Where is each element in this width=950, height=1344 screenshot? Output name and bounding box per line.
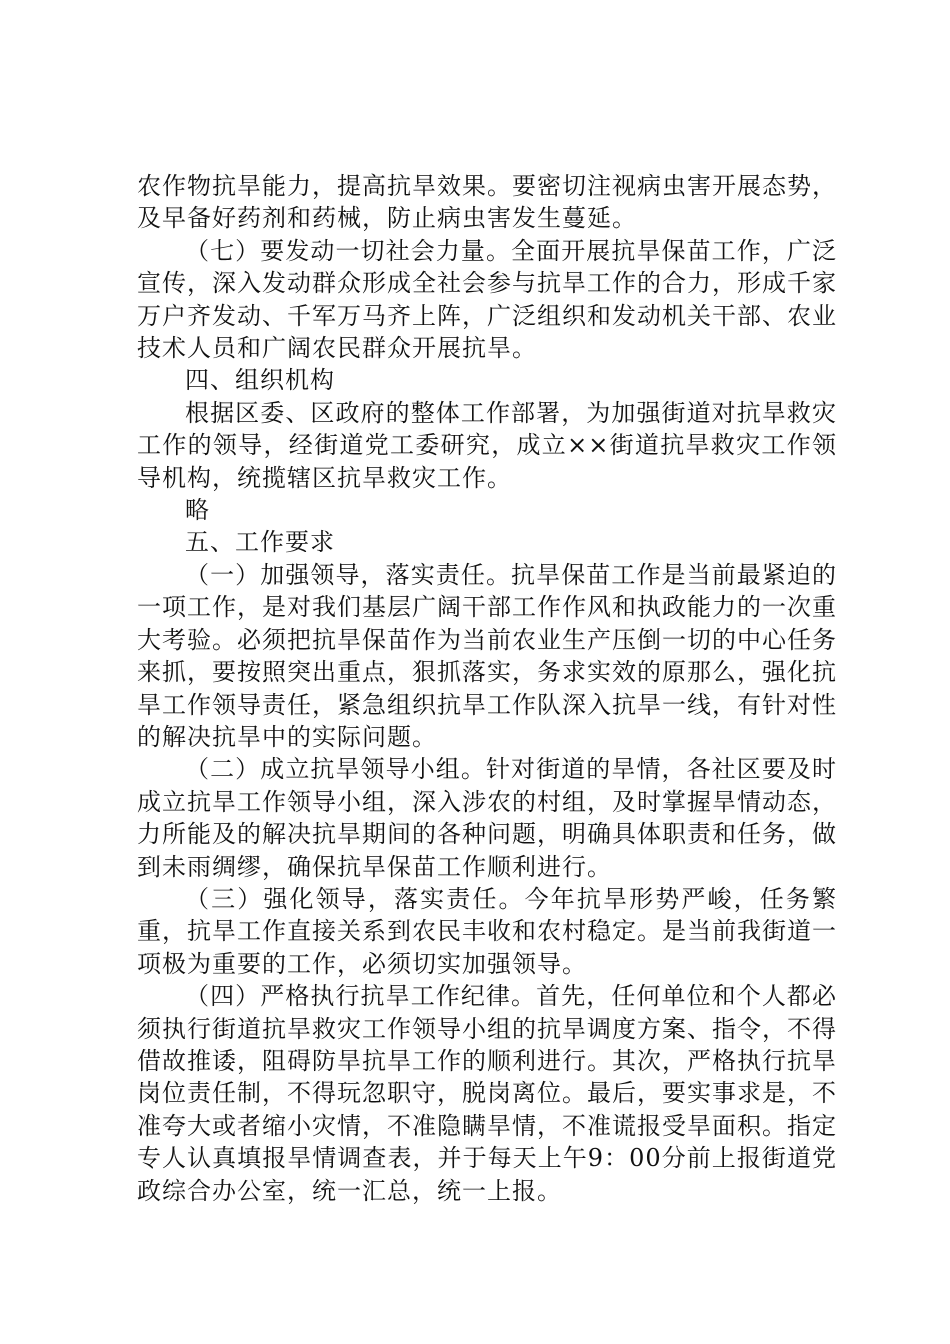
paragraph-requirement-four: （四）严格执行抗旱工作纪律。首先，任何单位和个人都必须执行街道抗旱救灾工作领导小组的抗旱调度方案、指令，不得借故推诿，阻碍防旱抗旱工作的顺利进行。其次，严格执行抗旱岗位责任制，不得玩忽职守，脱岗离位。最后，要实事求是，不准夸大或者缩小灾情，不准隐瞒旱情，不准谎报受旱面积。指定专人认真填报旱情调查表，并于每天上午9：00分前上报街道党政综合办公室，统一汇总，统一上报。 bbox=[137, 982, 837, 1205]
paragraph-continuation: 农作物抗旱能力，提高抗旱效果。要密切注视病虫害开展态势，及早备好药剂和药械，防止病虫害发生蔓延。 bbox=[137, 172, 837, 233]
paragraph-requirement-three: （三）强化领导，落实责任。今年抗旱形势严峻，任务繁重，抗旱工作直接关系到农民丰收和农村稳定。是当前我街道一项极为重要的工作，必须切实加强领导。 bbox=[137, 884, 837, 978]
paragraph-requirement-two: （二）成立抗旱领导小组。针对街道的旱情，各社区要及时成立抗旱工作领导小组，深入涉农的村组，及时掌握旱情动态，力所能及的解决抗旱期间的各种问题，明确具体职责和任务，做到未雨绸缪，确保抗旱保苗工作顺利进行。 bbox=[137, 755, 837, 881]
document-body bbox=[137, 170, 837, 1207]
paragraph-requirement-one: （一）加强领导，落实责任。抗旱保苗工作是当前最紧迫的一项工作，是对我们基层广阔干部工作作风和执政能力的一次重大考验。必须把抗旱保苗作为当前农业生产压倒一切的中心任务来抓，要按照突出重点，狠抓落实，务求实效的原那么，强化抗旱工作领导责任，紧急组织抗旱工作队深入抗旱一线，有针对性的解决抗旱中的实际问题。 bbox=[137, 560, 837, 751]
paragraph-omitted: 略 bbox=[185, 496, 210, 525]
section-heading-requirements: 五、工作要求 bbox=[185, 528, 335, 557]
paragraph-organization: 根据区委、区政府的整体工作部署，为加强街道对抗旱救灾工作的领导，经街道党工委研究，成立××街道抗旱救灾工作领导机构，统揽辖区抗旱救灾工作。 bbox=[137, 398, 837, 492]
paragraph-item-seven: （七）要发动一切社会力量。全面开展抗旱保苗工作，广泛宣传，深入发动群众形成全社会参与抗旱工作的合力，形成千家万户齐发动、千军万马齐上阵，广泛组织和发动机关干部、农业技术人员和广阔农民群众开展抗旱。 bbox=[137, 236, 837, 363]
section-heading-organization: 四、组织机构 bbox=[185, 366, 335, 395]
